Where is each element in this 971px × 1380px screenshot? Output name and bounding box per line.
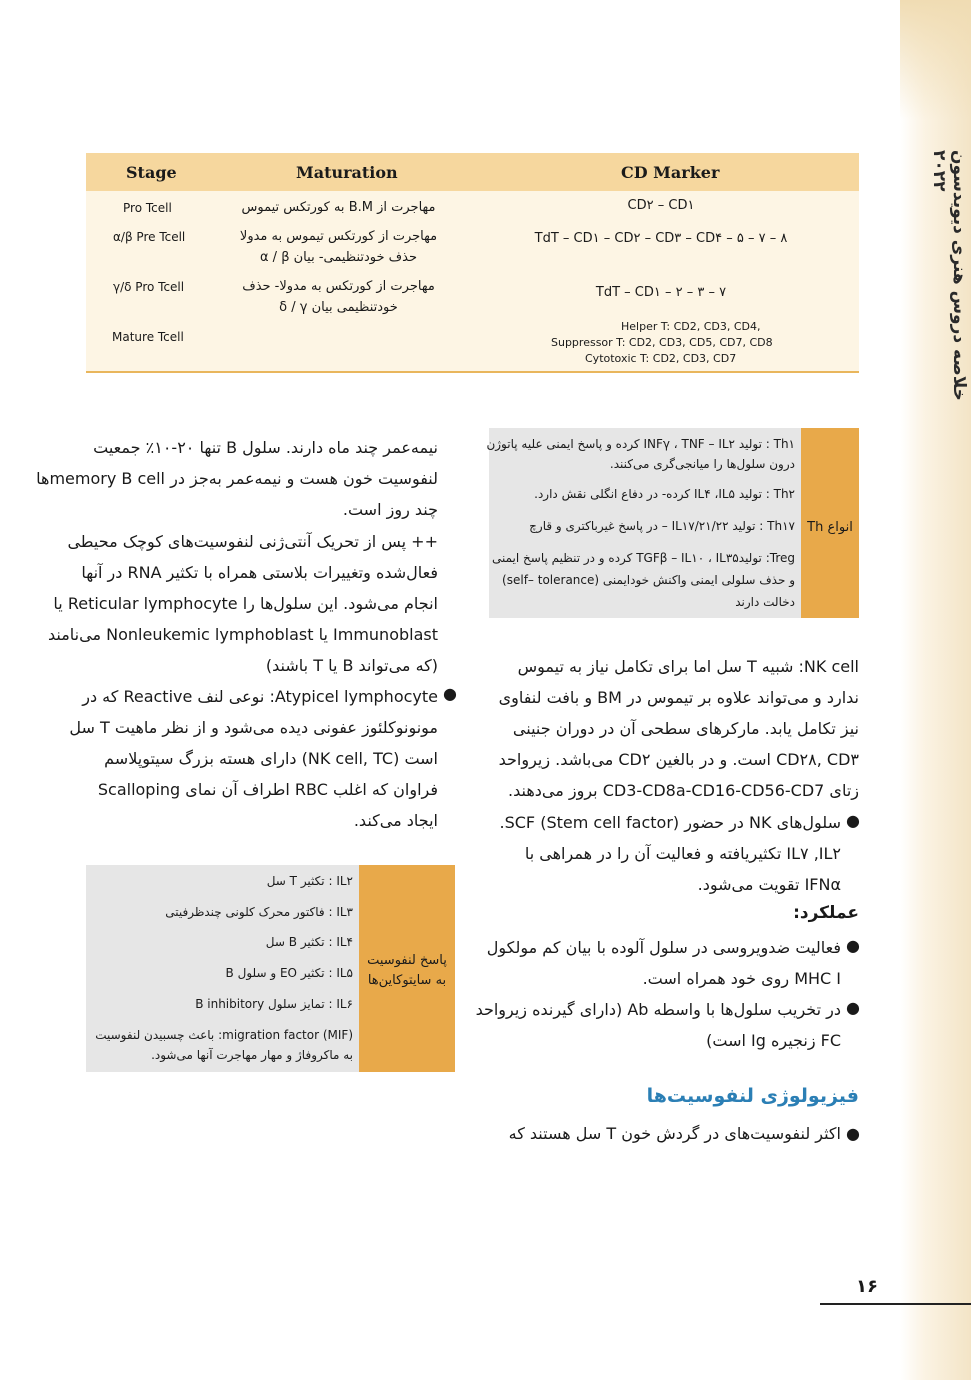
bullet-dot: ● [846, 936, 860, 955]
text-line: CD۲۸, CD۳ است. و در بالغین CD۲ می‌باشد. زیرواحد [498, 750, 859, 769]
table-cell: خودتنظیمی بیان δ / γ [279, 300, 398, 315]
text-line: سلول‌های NK در حضور SCF (Stem cell factor). [499, 813, 841, 832]
text-line: در تخریب سلول‌ها با واسطه Ab (دارای گیرنده زیرواحد [475, 1000, 841, 1019]
text-line: نیز تکامل یابد. مارکرهای سطحی آن در دوران جنینی [512, 719, 859, 738]
th-line: درون سلول‌ها را میانجی‌گری می‌کنند. [609, 457, 795, 471]
table-cell: Pro Tcell [123, 201, 172, 215]
text-line: ندارد و می‌تواند علاوه بر تیموس در BM و بافت لنفاوی [498, 688, 859, 707]
text-line: فراوان که اغلب RBC اطراف آن نمای Scalloping [97, 780, 438, 799]
table-cell: TdT – CD۱ – CD۲ – CD۳ – CD۴ – ۵ – ۷ – ۸ [534, 231, 788, 246]
physiology-heading: فیزیولوژی لنفوسیت‌ها [646, 1085, 859, 1107]
text-line: لنفوسیت خون هست و نیمه‌عمر به‌جز در memory B cellها [36, 469, 438, 488]
stage-table [86, 153, 859, 373]
th-line: Th۱۷ : تولید IL۱۷/۲۱/۲۲ – در پاسخ غیرباکتری و قارچ [529, 519, 795, 533]
cytokine-line: به ماکروفاژ و مهار مهاجرت آنها می‌شود. [151, 1048, 353, 1062]
bullet-dot: ● [846, 998, 860, 1017]
page-number: ۱۶ [856, 1276, 878, 1297]
bullet-dot: ● [846, 811, 860, 830]
bullet-dot: ● [846, 1124, 860, 1143]
text-line: Atypicel lymphocyte: نوعی لنف Reactive که در [82, 687, 438, 706]
text-line: ایجاد می‌کند. [353, 811, 438, 830]
table-cell [551, 319, 871, 367]
table-cell: γ/δ Pro Tcell [113, 280, 185, 294]
cd-helper: Helper T: CD2, CD3, CD4, [621, 320, 761, 333]
th-line: دخالت دارند [735, 595, 795, 609]
cytokine-label-box [359, 865, 455, 1072]
text-line: مونونوکلئوز عفونی دیده می‌شود و از نظر ماهیت T سل [69, 718, 438, 737]
table-cell: مهاجرت از کورتکس تیموس به مدولا [239, 229, 438, 244]
text-line: فعالیت ضدویروسی در سلول آلوده با بیان کم مولکول [486, 938, 841, 957]
text-line: FC زنجیره Ig است) [706, 1031, 841, 1050]
table-cell: مهاجرت از B.M به کورتکس تیموس [241, 200, 436, 215]
th-label-box [801, 428, 859, 618]
cytokine-line: IL۴ : تکثیر B سل [265, 935, 353, 949]
cytokine-label-1: پاسخ لنفوسیت [367, 953, 447, 968]
table-cell: Mature Tcell [112, 330, 184, 344]
th-types-box [486, 428, 801, 618]
book-title: خلاصه دروس هنری دیویدسون ۲۰۲۲ [929, 150, 969, 401]
header-maturation: Maturation [296, 163, 398, 182]
cytokine-line: IL۳ : فاکتور محرک کلونی چندظرفیتی [165, 905, 353, 919]
table-bottom-rule [86, 371, 859, 373]
text-line: IFNα تقویت می‌شود. [697, 875, 841, 894]
table-cell: حذف خودتنظیمی- بیان α / β [259, 250, 417, 265]
th-line: Treg: تولیدTGFβ – IL۱۰ ، IL۳۵ کرده و در تنظیم پاسخ ایمنی [491, 551, 795, 565]
th-label: انواع Th [807, 520, 853, 535]
cd-suppressor: Suppressor T: CD2, CD3, CD5, CD7, CD8 [551, 336, 773, 349]
table-cell: CD۲ – CD۱ [627, 198, 695, 213]
page-number-rule [820, 1303, 971, 1305]
function-heading: عملکرد: [793, 903, 859, 923]
table-header [86, 153, 859, 191]
text-line: است (NK cell, TC) دارای هسته بزرگ سیتوپلاسم [104, 749, 438, 768]
text-line: نیمه‌عمر چند ماه دارند. سلول B تنها ۲۰-۱۰٪ جمعیت [93, 438, 438, 457]
text-line: زتای CD3-CD8a-CD16-CD56-CD7 بروز می‌دهند. [508, 781, 859, 800]
th-line: Th۲ : تولید IL۴ ،IL۵ کرده- در دفاع انگلی نقش دارد. [534, 487, 795, 501]
text-line: NK cell: شبیه T سل اما برای تکامل نیاز به تیموس [517, 657, 859, 676]
cytokine-line: IL۶ : تمایز سلول B inhibitory [195, 997, 353, 1011]
text-line: (که می‌تواند B یا T باشند) [265, 656, 438, 675]
cytokine-label-2: به سایتوکاین‌ها [367, 973, 447, 988]
th-line: Th۱ : تولید INFγ ، TNF – IL۲ کرده و پاسخ ایمنی علیه پاتوژن [486, 437, 795, 451]
cytokine-box [86, 865, 359, 1072]
text-line: MHC I روی خود همراه است. [642, 969, 841, 988]
bullet-dot: ● [443, 684, 457, 703]
header-cd-marker: CD Marker [621, 163, 720, 182]
cytokine-line: IL۵ : تکثیر EO و سلول B [225, 966, 353, 980]
cytokine-line: IL۲ : تکثیر T سل [266, 874, 353, 888]
header-stage: Stage [126, 163, 177, 182]
text-line: چند روز است. [342, 500, 438, 519]
text-line: اکثر لنفوسیت‌های در گردش خون T سل هستند که [508, 1124, 841, 1143]
cd-cytotoxic: Cytotoxic T: CD2, CD3, CD7 [585, 352, 737, 365]
th-line: و حذف سلولی ایمنی واکنش خودایمنی (self– tolerance) [502, 573, 795, 587]
text-line: فعال‌شده وتغییرات بلاستی همراه با تکثیر RNA در آنها [81, 563, 438, 582]
table-cell: α/β Pre Tcell [113, 230, 186, 244]
table-body [86, 191, 859, 371]
text-line: ++ پس از تحریک آنتی‌ژنی لنفوسیت‌های کوچک محیطی [67, 532, 438, 551]
table-cell: مهاجرت از کورتکس به مدولا- حذف [242, 279, 435, 294]
text-line: انجام می‌شود. این سلول‌ها را Reticular lymphocyte یا [53, 594, 438, 613]
table-cell: TdT – CD۱ – ۲ – ۳ – ۷ [595, 285, 727, 300]
text-line: Immunoblast یا Nonleukemic lymphoblast می‌نامند [48, 625, 438, 644]
text-line: IL۷ ,IL۲ تکثیریافته و فعالیت آن را در همراهی با [524, 844, 841, 863]
cytokine-line: migration factor (MIF): باعث چسبیدن لنفوسیت [95, 1028, 353, 1042]
